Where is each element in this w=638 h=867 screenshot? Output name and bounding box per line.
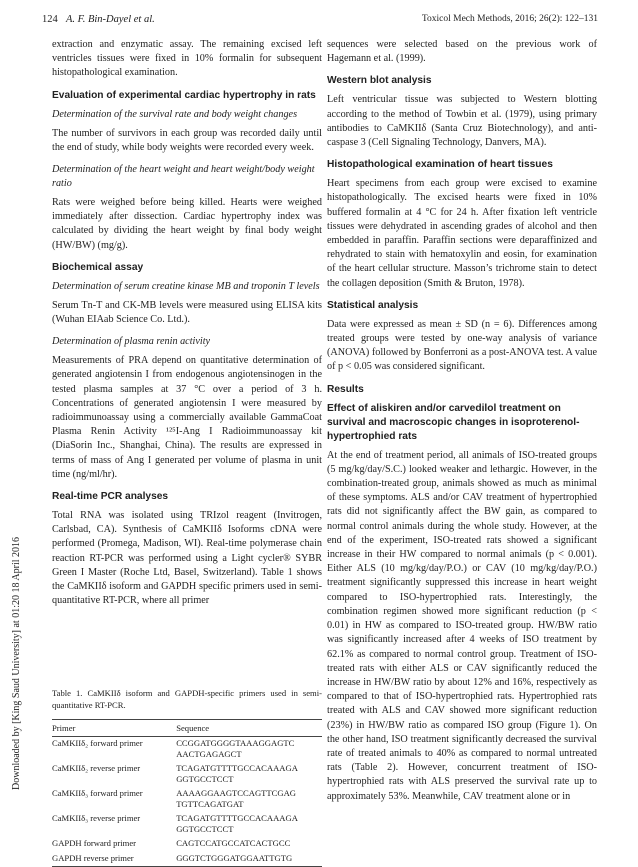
cell-sequence: CCGGATGGGGTAAAGGAGTC AACTGAGAGCT [176, 738, 295, 759]
primer-table [52, 719, 322, 867]
section-heading: Results [327, 383, 364, 395]
table-row [52, 737, 322, 763]
paragraph: Heart specimens from each group were excised to examine histopathologically. The excised hearts were fixed in 10% buffered formalin at 4 °C for 24 h. After fixation left ventricle tissues were dehydrated in ascending grades of alcohol and then embedded in paraffin. Paraffin sections were deparaffinized and rehydrated to stain with hematoxylin and eosin, for examination of the heart cellular structure. Masson’s trichrome stain to detect the collagen deposition (Smith & Bruton, 1978). [327, 178, 597, 289]
table-row [52, 787, 322, 812]
section-heading: Histopathological examination of heart tissues [327, 159, 553, 171]
table-header-row [52, 720, 322, 737]
cell-primer: CaMKIIδ₂ forward primer [52, 738, 143, 748]
cell-primer: CaMKIIδ₂ reverse primer [52, 763, 141, 773]
section-heading: Evaluation of experimental cardiac hypertrophy in rats [52, 89, 316, 101]
cell-sequence: TCAGATGTTTTGCCACAAAGA GGTGCCTCCT [176, 813, 298, 834]
subsection-heading: Determination of plasma renin activity [52, 336, 211, 348]
paragraph: Rats were weighed before being killed. Hearts were weighed immediately after dissection. Cardiac hypertrophy index was calculated by dividing the heart weight by final body weight (HW/BW) (mg/g). [52, 197, 322, 251]
page-number: 124 [42, 14, 58, 25]
subsection-heading: Determination of the heart weight and heart weight/body weight ratio [52, 164, 315, 190]
table-row [52, 762, 322, 787]
subsection-heading: Determination of serum creatine kinase MB and troponin T levels [52, 280, 320, 292]
right-column [327, 38, 597, 804]
journal-citation: Toxicol Mech Methods, 2016; 26(2): 122–131 [421, 14, 598, 24]
table-row [52, 837, 322, 852]
header-sequence: Sequence [176, 723, 210, 733]
download-watermark: Downloaded by [King Saud University] at 01:20 18 April 2016 [11, 536, 22, 790]
paragraph: Left ventricular tissue was subjected to Western blotting according to the method of Towbin et al. (1979), using primary antibodies to CaMKIIδ (Santa Cruz Biotechnology), and anti-caspase 3 (Cell Signaling Technology, Danvers, MA). [327, 94, 597, 149]
cell-primer: GAPDH forward primer [52, 838, 137, 848]
paragraph: Total RNA was isolated using TRIzol reagent (Invitrogen, Carlsbad, CA). Synthesis of CaMKIIδ Isoforms cDNA were performed (Promega, Madison, WI). Real-time polymerase chain reaction RT-PCR was performed using a Light cycler® SYBR Green I Master (Roche Ltd, Basel, Switzerland). Table 1 shows the CaMKIIδ isoform and GAPDH specific primers used in semi-quantitative RT-PCR, where all primer [52, 510, 322, 607]
paragraph: The number of survivors in each group was recorded daily until the end of study, while body weights were recorded every week. [52, 127, 322, 153]
paragraph: Data were expressed as mean ± SD (n = 6). Differences among treated groups were tested by one-way analysis of variance (ANOVA) followed by Bonferroni as a post-ANOVA test. A value of p < 0.05 was considered significant. [327, 318, 597, 373]
paragraph: extraction and enzymatic assay. The remaining excised left ventricles tissues were fixed in 10% formalin for subsequent histopathological examination. [52, 39, 322, 79]
section-heading: Effect of aliskiren and/or carvedilol treatment on survival and macroscopic changes in isoproterenol-hypertrophied rats [327, 402, 580, 442]
left-column [52, 38, 322, 608]
section-heading: Western blot analysis [327, 75, 432, 87]
paragraph: Measurements of PRA depend on quantitative determination of generated angiotensin I from endogenous angiotensinogen in the tested plasma samples at 37 °C over a period of 3 h. Concentrations of generated angiotensin I were measured by radioimmunoassay using a commercially available GammaCoat Plasma Renin Activity ¹²⁵I-Ang I Radioimmunoassay kit (DiaSorin Inc., Shanghai, China). The results are expressed in terms of mass of Ang I generated per volume of plasma in unit time (ng/ml/hr). [52, 355, 322, 480]
cell-sequence: CAGTCCATGCCATCACTGCC [176, 838, 291, 848]
cell-sequence: GGGTCTGGGATGGAATTGTG [176, 852, 293, 863]
cell-primer: CaMKIIδ₃ reverse primer [52, 813, 141, 823]
cell-sequence: AAAAGGAAGTCCAGTTCGAG TGTTCAGATGAT [176, 788, 297, 809]
table-caption: Table 1. CaMKIIδ isoform and GAPDH-specific primers used in semi-quantitative RT-PCR. [52, 688, 322, 710]
running-header [42, 14, 598, 30]
cell-sequence: TCAGATGTTTTGCCACAAAGA GGTGCCTCCT [176, 763, 298, 784]
header-primer: Primer [52, 723, 76, 733]
cell-primer: GAPDH reverse primer [52, 852, 134, 863]
running-authors: A. F. Bin-Dayel et al. [66, 14, 155, 25]
cell-primer: CaMKIIδ₃ forward primer [52, 788, 143, 798]
paragraph: sequences were selected based on the previous work of Hagemann et al. (1999). [327, 39, 597, 65]
section-heading: Biochemical assay [52, 261, 144, 273]
table-row [52, 812, 322, 837]
table-row [52, 852, 322, 867]
subsection-heading: Determination of the survival rate and body weight changes [52, 108, 298, 120]
table-1 [52, 688, 322, 867]
paragraph: Serum Tn-T and CK-MB levels were measured using ELISA kits (Wuhan EIAab Science Co. Ltd.). [52, 299, 322, 326]
section-heading: Statistical analysis [327, 299, 419, 311]
paragraph: At the end of treatment period, all animals of ISO-treated groups (5 mg/kg/day/S.C.) looked weaker and lethargic. However, in the combination-treated group, animals showed as much as minimal of these symptoms. ALS and/or CAV treatment of hypertrophied rats did not significantly affect the BW gain, as compared to normal control animals during the whole study. However, at the end of the experiment, ISO-treated rats showed a significant increase in their HW compared to normal animals (p < 0.001). Either ALS (10 mg/kg/day/P.O.) or CAV (10 mg/kg/day/P.O.) treatment significantly suppressed this increase in heart weight compared to ISO-hypertrophied rats. Interestingly, the combination regimen showed more significant reduction (p < 0.01) in HW as compared to ISO-treated group. HW/BW ratio was significantly increased after 4 weeks of ISO treatment by 62.1% as compared to normal control group. Treatment of ISO-treated rats with either ALS or CAV significantly reduced the increase in HW/BW ratio by about 12% and 16%, respectively as compared to that of ISO-hypertrophied rats. Hypertrophied rats treated with ALS and CAV showed more significant reduction (23%) in HW/BW ratio as compared ISO group (Figure 1). On the other hand, ISO treatment significantly decreased the survival rate of treated animals to 40% as compared to normal untreated rats (Table 2). However, concurrent treatment of ISO-hypertrophied rats with ALS preserved the survival rate up to approximately 53%. Meanwhile, CAV treatment alone or in [327, 449, 597, 802]
section-heading: Real-time PCR analyses [52, 491, 169, 503]
